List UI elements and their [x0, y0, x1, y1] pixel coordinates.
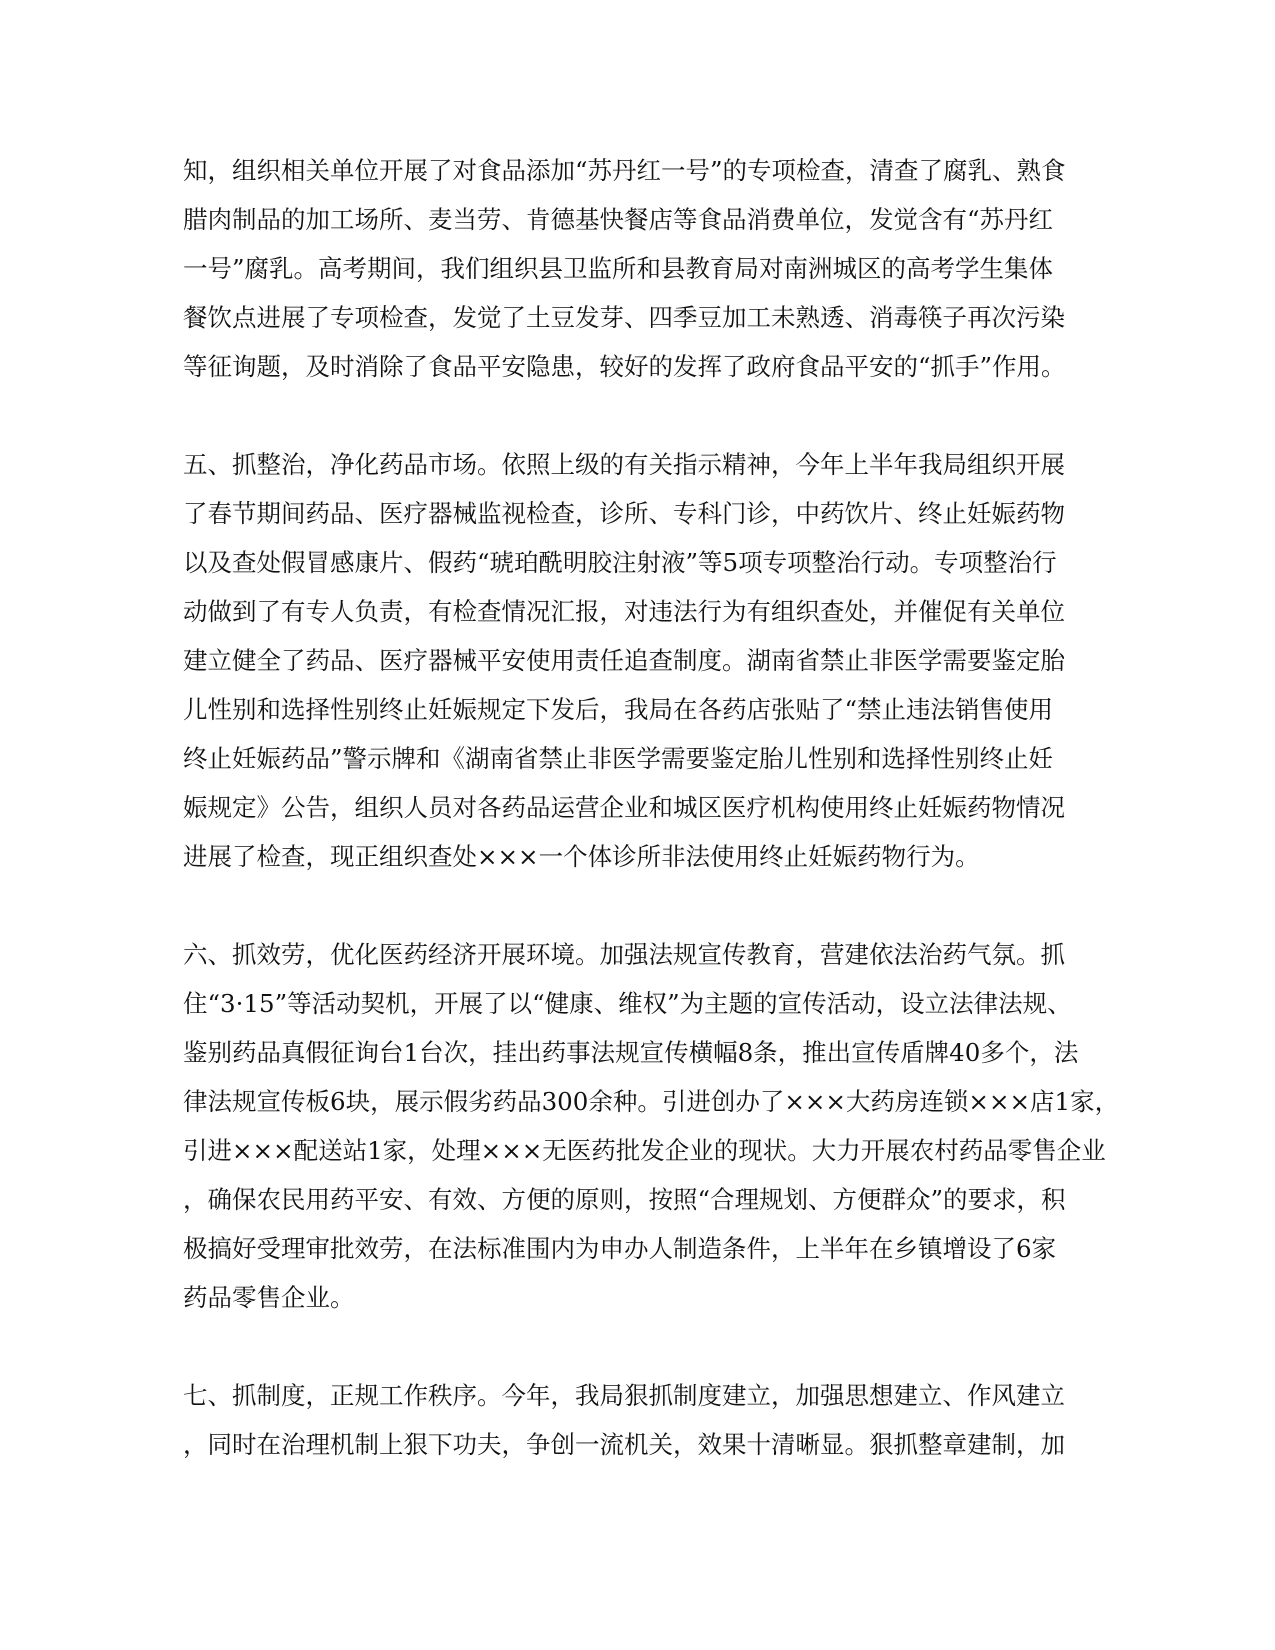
- document-body: [183, 146, 1120, 1518]
- paragraph-food-inspection: [183, 146, 1083, 391]
- text-line: 药品零售企业。: [183, 1283, 355, 1312]
- text-line: 腊肉制品的加工场所、麦当劳、肯德基快餐店等食品消费单位，发觉含有“苏丹红: [183, 205, 1054, 234]
- text-line: 五、抓整治，净化药品市场。依照上级的有关指示精神，今年上半年我局组织开展: [183, 450, 1065, 479]
- text-line: 动做到了有专人负责，有检查情况汇报，对违法行为有组织查处，并催促有关单位: [183, 597, 1065, 626]
- text-line: 儿性别和选择性别终止妊娠规定下发后，我局在各药店张贴了“禁止违法销售使用: [183, 695, 1054, 724]
- text-line: 六、抓效劳，优化医药经济开展环境。加强法规宣传教育，营建依法治药气氛。抓: [183, 940, 1065, 969]
- text-line: 律法规宣传板6块，展示假劣药品300余种。引进创办了×××大药房连锁×××店1家，: [183, 1087, 1120, 1116]
- text-line: 娠规定》公告，组织人员对各药品运营企业和城区医疗机构使用终止妊娠药物情况: [183, 793, 1065, 822]
- text-line: 知，组织相关单位开展了对食品添加“苏丹红一号”的专项检查，清查了腐乳、熟食: [183, 156, 1066, 185]
- paragraph-section-seven: [183, 1371, 1083, 1469]
- text-line: 终止妊娠药品”警示牌和《湖南省禁止非医学需要鉴定胎儿性别和选择性别终止妊: [183, 744, 1054, 773]
- paragraph-section-six: [183, 930, 1120, 1322]
- text-line: ，同时在治理机制上狠下功夫，争创一流机关，效果十清晰显。狠抓整章建制，加: [183, 1430, 1065, 1459]
- text-line: 建立健全了药品、医疗器械平安使用责任追查制度。湖南省禁止非医学需要鉴定胎: [183, 646, 1065, 675]
- text-line: 极搞好受理审批效劳，在法标准围内为申办人制造条件，上半年在乡镇增设了6家: [183, 1234, 1057, 1263]
- text-line: 进展了检查，现正组织查处×××一个体诊所非法使用终止妊娠药物行为。: [183, 842, 980, 871]
- text-line: 餐饮点进展了专项检查，发觉了土豆发芽、四季豆加工未熟透、消毒筷子再次污染: [183, 303, 1065, 332]
- text-line: 七、抓制度，正规工作秩序。今年，我局狠抓制度建立，加强思想建立、作风建立: [183, 1381, 1065, 1410]
- text-line: 鉴别药品真假征询台1台次，挂出药事法规宣传横幅8条，推出宣传盾牌40多个，法: [183, 1038, 1079, 1067]
- text-line: 引进×××配送站1家，处理×××无医药批发企业的现状。大力开展农村药品零售企业: [183, 1136, 1106, 1165]
- text-line: 一号”腐乳。高考期间，我们组织县卫监所和县教育局对南洲城区的高考学生集体: [183, 254, 1054, 283]
- text-line: 住“3·15”等活动契机，开展了以“健康、维权”为主题的宣传活动，设立法律法规、: [183, 989, 1072, 1018]
- text-line: 了春节期间药品、医疗器械监视检查，诊所、专科门诊，中药饮片、终止妊娠药物: [183, 499, 1065, 528]
- text-line: 以及查处假冒感康片、假药“琥珀酰明胶注射液”等5项专项整治行动。专项整治行: [183, 548, 1057, 577]
- text-line: ，确保农民用药平安、有效、方便的原则，按照“合理规划、方便群众”的要求，积: [183, 1185, 1066, 1214]
- paragraph-section-five: [183, 440, 1083, 881]
- text-line: 等征询题，及时消除了食品平安隐患，较好的发挥了政府食品平安的“抓手”作用。: [183, 352, 1066, 381]
